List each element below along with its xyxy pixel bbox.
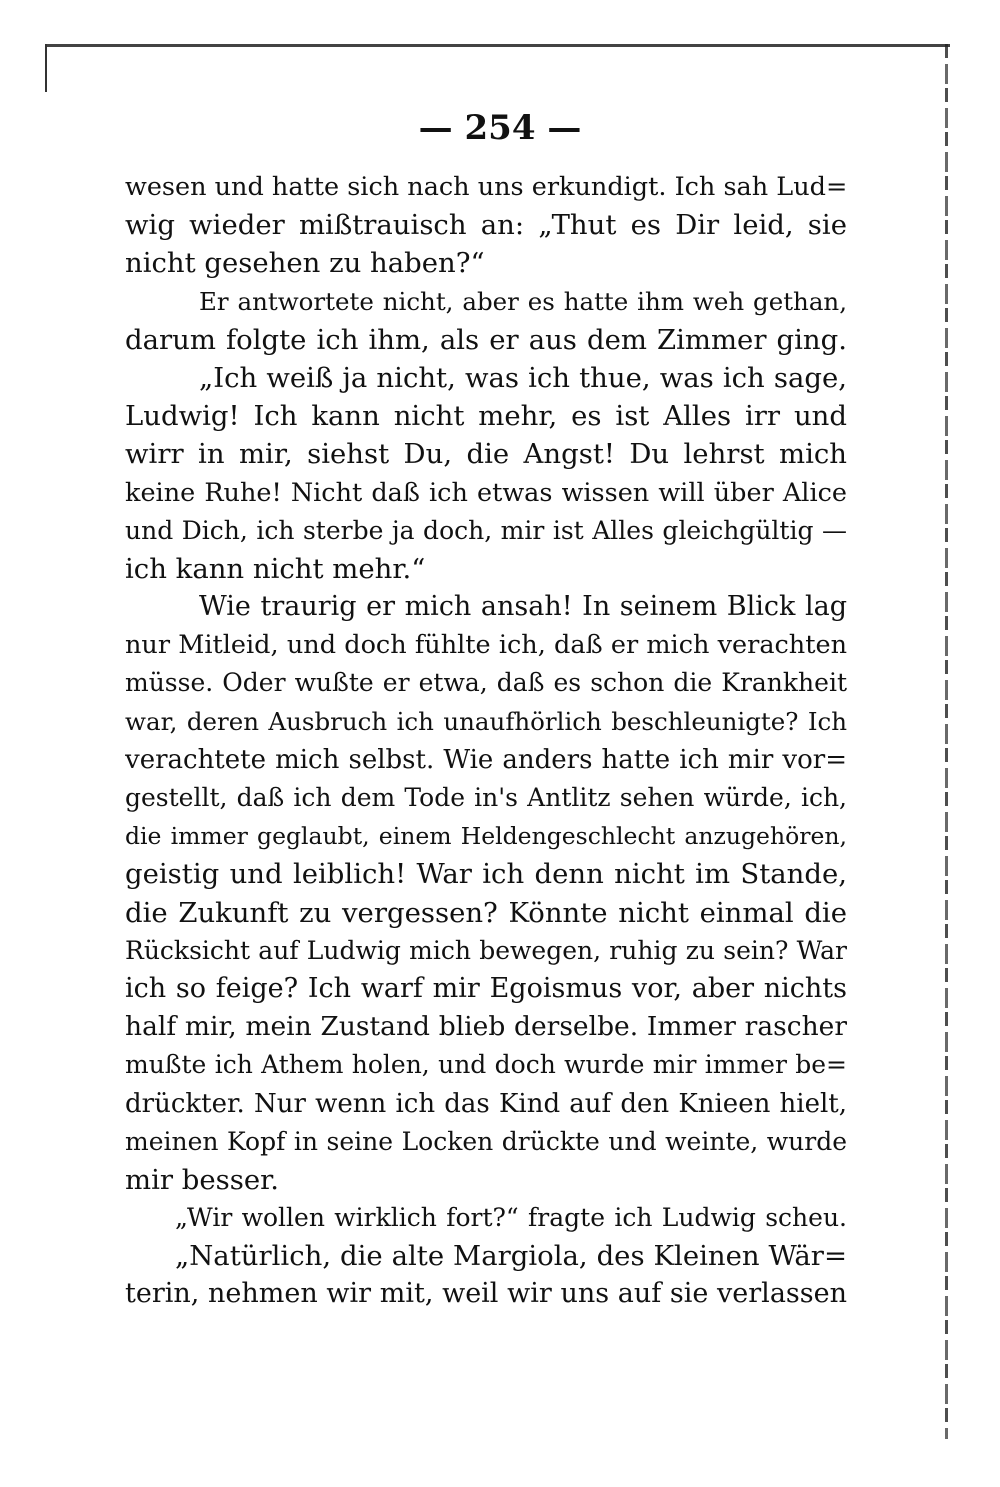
text-line: drückter. Nur wenn ich das Kind auf den Knieen hielt, — [125, 1088, 847, 1119]
text-line: „Natürlich, die alte Margiola, des Kleinen Wär= — [175, 1240, 847, 1273]
text-line: Rücksicht auf Ludwig mich bewegen, ruhig zu sein? War — [125, 935, 847, 965]
text-line: mir besser. — [125, 1163, 280, 1196]
text-line: Wie traurig er mich ansah! In seinem Blick lag — [199, 591, 847, 623]
text-line: nicht gesehen zu haben?“ — [125, 247, 485, 280]
page-number: — 254 — — [418, 108, 582, 148]
text-line: keine Ruhe! Nicht daß ich etwas wissen will über Alice — [125, 477, 847, 508]
text-line: die immer geglaubt, einem Heldengeschlecht anzugehören, — [125, 822, 847, 851]
text-line: „Ich weiß ja nicht, was ich thue, was ich sage, — [199, 361, 847, 394]
text-line: die Zukunft zu vergessen? Könnte nicht einmal die — [125, 896, 847, 929]
text-line: Er antwortete nicht, aber es hatte ihm weh gethan, — [199, 286, 847, 316]
text-line: wig wieder mißtrauisch an: „Thut es Dir leid, sie — [125, 209, 847, 242]
text-line: nur Mitleid, und doch fühlte ich, daß er mich verachten — [125, 630, 847, 661]
page-edge-right — [945, 44, 948, 1439]
body-text — [125, 168, 847, 1314]
text-line: verachtete mich selbst. Wie anders hatte ich mir vor= — [125, 744, 847, 775]
text-line: ich kann nicht mehr.“ — [125, 552, 426, 585]
page-edge-top — [45, 44, 950, 47]
text-line: wirr in mir, siehst Du, die Angst! Du lehrst mich — [125, 438, 847, 471]
text-line: wesen und hatte sich nach uns erkundigt. Ich sah Lud= — [125, 172, 847, 202]
text-line: und Dich, ich sterbe ja doch, mir ist Alles gleichgültig — — [125, 515, 847, 545]
text-line: „Wir wollen wirklich fort?“ fragte ich Ludwig scheu. — [175, 1203, 847, 1233]
text-line: meinen Kopf in seine Locken drückte und weinte, wurde — [125, 1126, 847, 1156]
text-line: gestellt, daß ich dem Tode in's Antlitz sehen würde, ich, — [125, 783, 847, 812]
text-line: ich so feige? Ich warf mir Egoismus vor, aber nichts — [125, 972, 847, 1004]
page-edge-left — [45, 44, 47, 92]
text-line: geistig und leiblich! War ich denn nicht im Stande, — [125, 858, 847, 891]
text-line: war, deren Ausbruch ich unaufhörlich beschleunigte? Ich — [125, 706, 847, 736]
text-line: Ludwig! Ich kann nicht mehr, es ist Alles irr und — [125, 400, 847, 433]
text-line: darum folgte ich ihm, als er aus dem Zimmer ging. — [125, 323, 847, 356]
text-line: müsse. Oder wußte er etwa, daß es schon die Krankheit — [125, 668, 847, 698]
text-line: mußte ich Athem holen, und doch wurde mir immer be= — [125, 1050, 847, 1080]
text-line: terin, nehmen wir mit, weil wir uns auf sie verlassen — [125, 1278, 847, 1310]
text-line: half mir, mein Zustand blieb derselbe. Immer rascher — [125, 1011, 847, 1043]
